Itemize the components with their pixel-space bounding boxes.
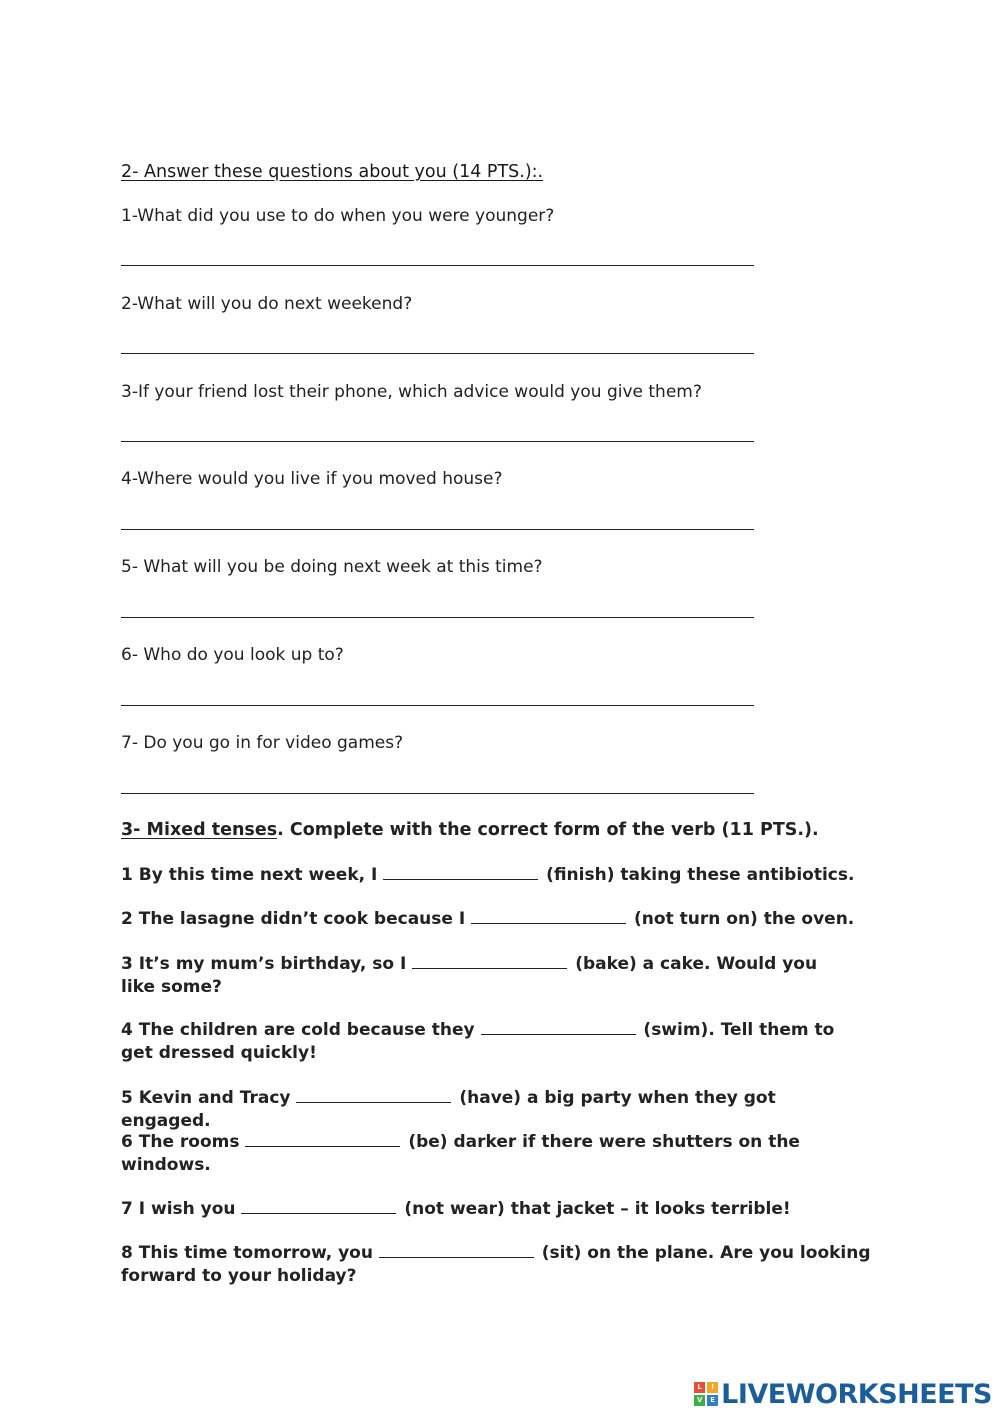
item-8-before: 8 This time tomorrow, you: [121, 1243, 373, 1263]
item-2-after: (not turn on) the oven.: [634, 909, 855, 929]
question-1: 1-What did you use to do when you were younger?: [121, 206, 555, 226]
question-3: 3-If your friend lost their phone, which advice would you give them?: [121, 382, 702, 402]
item-4-before: 4 The children are cold because they: [121, 1020, 475, 1040]
item-1-blank[interactable]: [383, 863, 538, 880]
item-5-blank[interactable]: [296, 1086, 451, 1103]
item-7-before: 7 I wish you: [121, 1199, 236, 1219]
question-6: 6- Who do you look up to?: [121, 645, 344, 665]
item-1-after: (finish) taking these antibiotics.: [546, 865, 855, 885]
item-3-after: (bake) a cake. Would you like some?: [121, 954, 818, 997]
section-2-title: 2- Answer these questions about you (14 PTS.):.: [121, 162, 544, 182]
logo-text: LIVEWORKSHEETS: [721, 1378, 992, 1410]
item-5-after: (have) a big party when they got engaged.: [121, 1088, 776, 1131]
item-6-before: 6 The rooms: [121, 1132, 240, 1152]
item-2-blank[interactable]: [471, 907, 626, 924]
answer-line-4[interactable]: [121, 529, 754, 530]
exercise-item-6: [121, 1130, 811, 1177]
answer-line-6[interactable]: [121, 705, 754, 706]
answer-line-2[interactable]: [121, 353, 754, 354]
item-3-before: 3 It’s my mum’s birthday, so I: [121, 954, 407, 974]
item-5-before: 5 Kevin and Tracy: [121, 1088, 291, 1108]
question-4: 4-Where would you live if you moved house?: [121, 469, 503, 489]
item-1-before: 1 By this time next week, I: [121, 865, 378, 885]
section-3-title: [121, 820, 819, 840]
exercise-item-5: [121, 1086, 871, 1133]
question-2: 2-What will you do next weekend?: [121, 294, 413, 314]
item-2-before: 2 The lasagne didn’t cook because I: [121, 909, 466, 929]
item-7-after: (not wear) that jacket – it looks terrible!: [404, 1199, 791, 1219]
answer-line-5[interactable]: [121, 617, 754, 618]
liveworksheets-logo[interactable]: [694, 1377, 992, 1411]
exercise-item-7: [121, 1197, 871, 1221]
exercise-item-3: [121, 952, 851, 999]
item-3-blank[interactable]: [412, 952, 567, 969]
item-8-after: (sit) on the plane. Are you looking forward to your holiday?: [121, 1243, 871, 1286]
item-4-blank[interactable]: [481, 1018, 636, 1035]
item-4-after: (swim). Tell them to get dressed quickly!: [121, 1020, 835, 1063]
answer-line-3[interactable]: [121, 441, 754, 442]
exercise-item-1: [121, 863, 871, 887]
logo-tile-2: I: [707, 1382, 718, 1393]
item-7-blank[interactable]: [241, 1197, 396, 1214]
section-3-title-rest: . Complete with the correct form of the verb (11 PTS.).: [277, 820, 819, 840]
logo-tile-3: V: [694, 1395, 705, 1406]
item-8-blank[interactable]: [379, 1241, 534, 1258]
exercise-item-4: [121, 1018, 871, 1065]
logo-tile-4: E: [707, 1395, 718, 1406]
logo-tiles-icon: [694, 1382, 718, 1406]
section-3-title-underlined: 3- Mixed tenses: [121, 820, 278, 840]
question-5: 5- What will you be doing next week at this time?: [121, 557, 543, 577]
item-6-after: (be) darker if there were shutters on the windows.: [121, 1132, 800, 1175]
exercise-item-8: [121, 1241, 871, 1288]
question-7: 7- Do you go in for video games?: [121, 733, 404, 753]
item-6-blank[interactable]: [245, 1130, 400, 1147]
answer-line-7[interactable]: [121, 793, 754, 794]
exercise-item-2: [121, 907, 871, 931]
logo-tile-1: L: [694, 1382, 705, 1393]
answer-line-1[interactable]: [121, 265, 754, 266]
